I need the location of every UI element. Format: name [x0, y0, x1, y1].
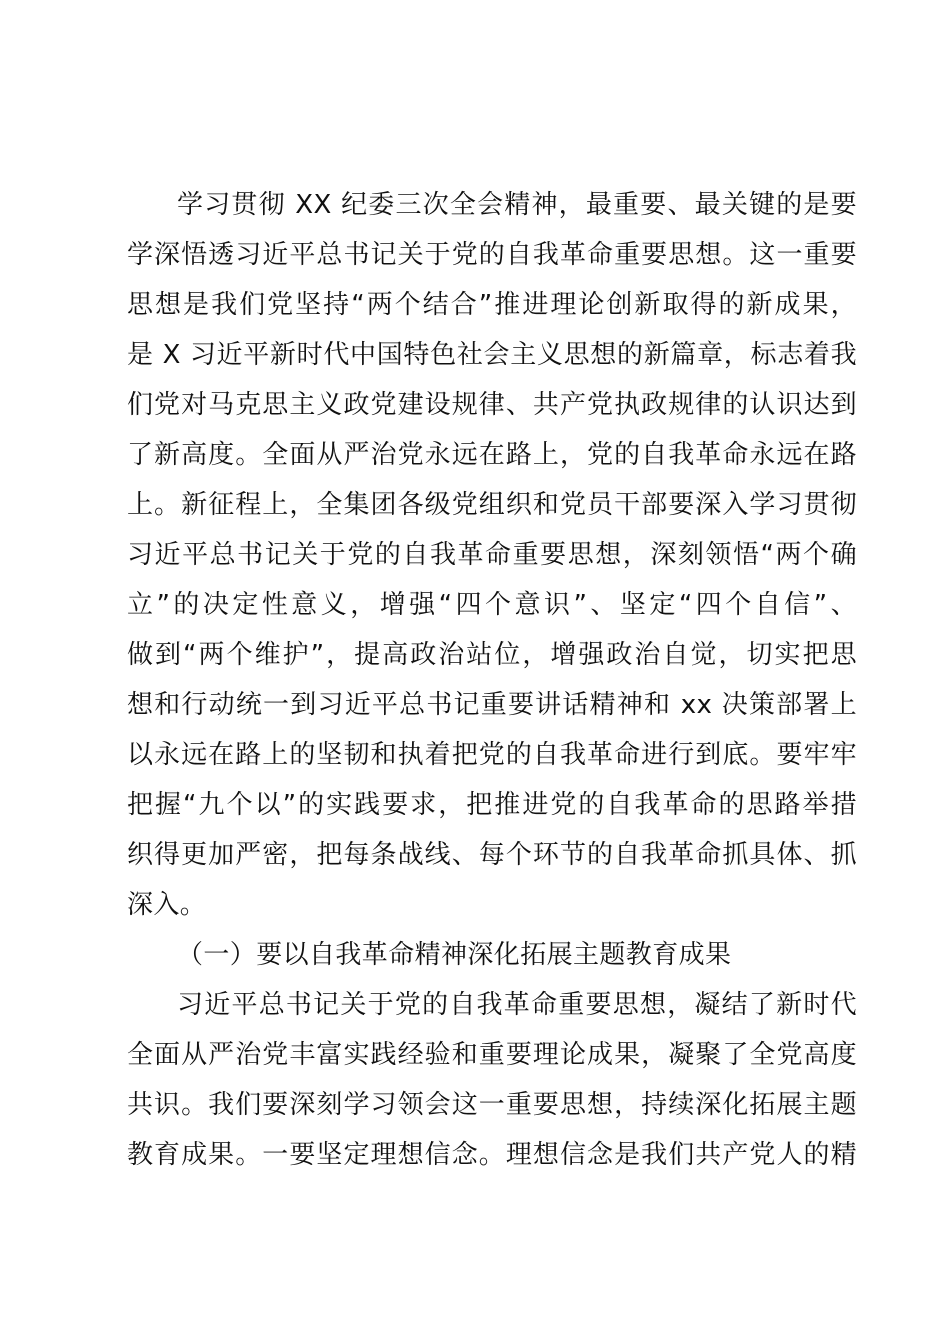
paragraph-1-line-14: 织得更加严密，把每条战线、每个环节的自我革命抓具体、抓 — [127, 840, 857, 870]
paragraph-1-line-6: 了新高度。全面从严治党永远在路上，党的自我革命永远在路 — [127, 440, 857, 470]
paragraph-1-line-11: 想和行动统一到习近平总书记重要讲话精神和 xx 决策部署上 — [127, 690, 857, 720]
paragraph-1-line-5: 们党对马克思主义政党建设规律、共产党执政规律的认识达到 — [127, 390, 857, 420]
paragraph-1-line-4: 是 X 习近平新时代中国特色社会主义思想的新篇章，标志着我 — [127, 340, 857, 370]
paragraph-2-line-2: 全面从严治党丰富实践经验和重要理论成果，凝聚了全党高度 — [127, 1040, 857, 1070]
paragraph-1-line-3: 思想是我们党坚持“两个结合”推进理论创新取得的新成果， — [127, 290, 857, 320]
paragraph-2-line-3: 共识。我们要深刻学习领会这一重要思想，持续深化拓展主题 — [127, 1090, 857, 1120]
paragraph-1-line-13: 把握“九个以”的实践要求，把推进党的自我革命的思路举措 — [127, 790, 857, 820]
paragraph-1-line-9: 立”的决定性意义，增强“四个意识”、坚定“四个自信”、 — [127, 590, 857, 620]
paragraph-2-line-1: 习近平总书记关于党的自我革命重要思想，凝结了新时代 — [177, 990, 857, 1020]
paragraph-1-line-12: 以永远在路上的坚韧和执着把党的自我革命进行到底。要牢牢 — [127, 740, 857, 770]
paragraph-1-line-7: 上。新征程上，全集团各级党组织和党员干部要深入学习贯彻 — [127, 490, 857, 520]
paragraph-2-line-4: 教育成果。一要坚定理想信念。理想信念是我们共产党人的精 — [127, 1140, 857, 1170]
body-text — [127, 180, 857, 1180]
paragraph-1-line-8: 习近平总书记关于党的自我革命重要思想，深刻领悟“两个确 — [127, 540, 857, 570]
paragraph-1-line-10: 做到“两个维护”，提高政治站位，增强政治自觉，切实把思 — [127, 640, 857, 670]
paragraph-1-line-2: 学深悟透习近平总书记关于党的自我革命重要思想。这一重要 — [127, 240, 857, 270]
paragraph-1-line-15: 深入。 — [127, 890, 207, 920]
section-heading-1: （一）要以自我革命精神深化拓展主题教育成果 — [177, 940, 732, 970]
paragraph-1-line-1: 学习贯彻 XX 纪委三次全会精神，最重要、最关键的是要 — [177, 190, 857, 220]
